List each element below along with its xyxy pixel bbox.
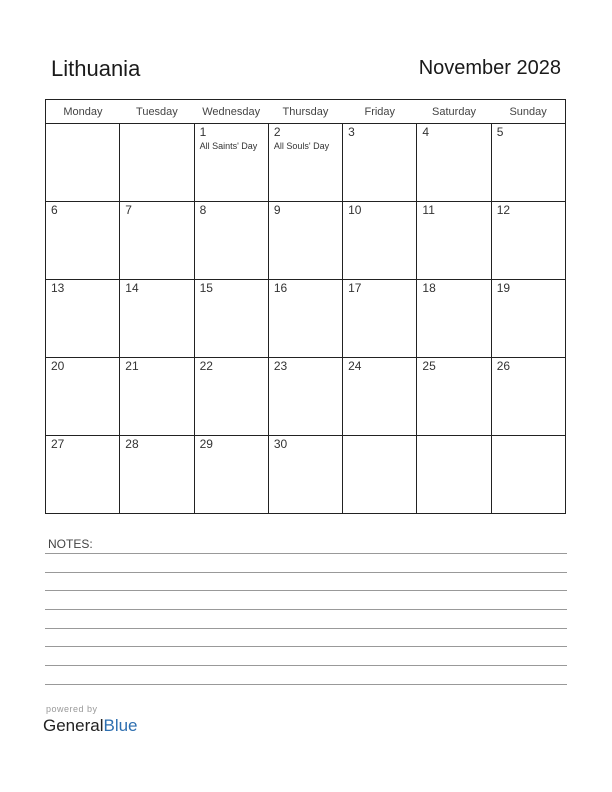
day-number: 29 [199, 437, 213, 451]
day-number: 16 [273, 281, 288, 295]
day-cell [120, 436, 194, 514]
day-number: 18 [422, 281, 436, 295]
day-cell [343, 280, 417, 358]
day-number: 6 [51, 203, 58, 217]
day-cell [343, 436, 417, 514]
notes-line [45, 590, 567, 591]
notes-line [45, 553, 567, 554]
day-cell [491, 280, 565, 358]
day-number: 27 [51, 437, 65, 451]
day-cell [46, 202, 120, 280]
weekday-header: Wednesday [194, 100, 268, 124]
day-number: 13 [51, 281, 65, 295]
day-cell [46, 124, 120, 202]
day-number: 2 [273, 125, 281, 139]
notes-line [45, 646, 567, 647]
day-number: 3 [348, 125, 355, 139]
day-number: 19 [496, 281, 511, 295]
day-number: 12 [496, 203, 511, 217]
day-cell [417, 358, 491, 436]
day-number: 10 [348, 203, 362, 217]
day-cell [194, 202, 268, 280]
notes-label: NOTES: [48, 537, 93, 551]
day-cell [417, 280, 491, 358]
day-cell [268, 202, 342, 280]
day-number: 4 [422, 125, 430, 139]
weekday-header: Sunday [491, 100, 565, 124]
calendar-grid [45, 99, 566, 514]
day-cell [120, 358, 194, 436]
weekday-header: Thursday [268, 100, 342, 124]
holiday-label: All Saints' Day [199, 141, 258, 151]
day-number: 20 [51, 359, 65, 373]
week-row [46, 280, 566, 358]
day-number: 22 [199, 359, 213, 373]
day-cell [491, 202, 565, 280]
notes-line [45, 684, 567, 685]
day-cell [268, 358, 342, 436]
day-cell [194, 358, 268, 436]
day-cell [46, 280, 120, 358]
day-number: 17 [348, 281, 362, 295]
week-row [46, 358, 566, 436]
notes-line [45, 628, 567, 629]
day-number: 28 [125, 437, 139, 451]
day-cell [417, 124, 491, 202]
day-number: 15 [199, 281, 213, 295]
week-row [46, 202, 566, 280]
day-number: 9 [273, 203, 281, 217]
weekday-header: Monday [46, 100, 120, 124]
brand-name-blue: Blue [103, 716, 138, 735]
day-number: 21 [125, 359, 139, 373]
day-number: 25 [422, 359, 436, 373]
day-cell [491, 358, 565, 436]
week-row [46, 124, 566, 202]
day-cell [120, 202, 194, 280]
weekday-header-row [46, 100, 566, 124]
day-cell [268, 436, 342, 514]
day-cell [120, 124, 194, 202]
day-number: 8 [199, 203, 207, 217]
day-number: 26 [496, 359, 511, 373]
country-title: Lithuania [51, 56, 141, 81]
day-cell [417, 202, 491, 280]
day-cell [343, 202, 417, 280]
weekday-header: Friday [343, 100, 417, 124]
month-year-title: November 2028 [418, 57, 561, 79]
day-cell [194, 124, 268, 202]
powered-by-text: powered by [46, 704, 98, 714]
notes-line [45, 572, 567, 573]
day-number: 23 [273, 359, 288, 373]
holiday-label: All Souls' Day [273, 141, 330, 151]
day-cell [268, 280, 342, 358]
day-number: 5 [496, 125, 504, 139]
day-cell [417, 436, 491, 514]
day-number: 30 [273, 437, 288, 451]
day-number: 1 [199, 125, 207, 139]
day-number: 11 [422, 203, 435, 217]
weekday-header: Tuesday [120, 100, 194, 124]
brand-name-general: General [43, 716, 104, 735]
day-cell [491, 124, 565, 202]
day-number: 7 [125, 203, 132, 217]
day-cell [120, 280, 194, 358]
day-cell [194, 436, 268, 514]
notes-line [45, 609, 567, 610]
notes-line [45, 665, 567, 666]
weekday-header: Saturday [417, 100, 491, 124]
day-cell [46, 436, 120, 514]
day-cell [268, 124, 342, 202]
day-number: 14 [125, 281, 139, 295]
day-cell [491, 436, 565, 514]
brand-logo [43, 716, 138, 736]
day-cell [46, 358, 120, 436]
day-cell [343, 358, 417, 436]
day-cell [194, 280, 268, 358]
week-row [46, 436, 566, 514]
day-number: 24 [348, 359, 362, 373]
day-cell [343, 124, 417, 202]
